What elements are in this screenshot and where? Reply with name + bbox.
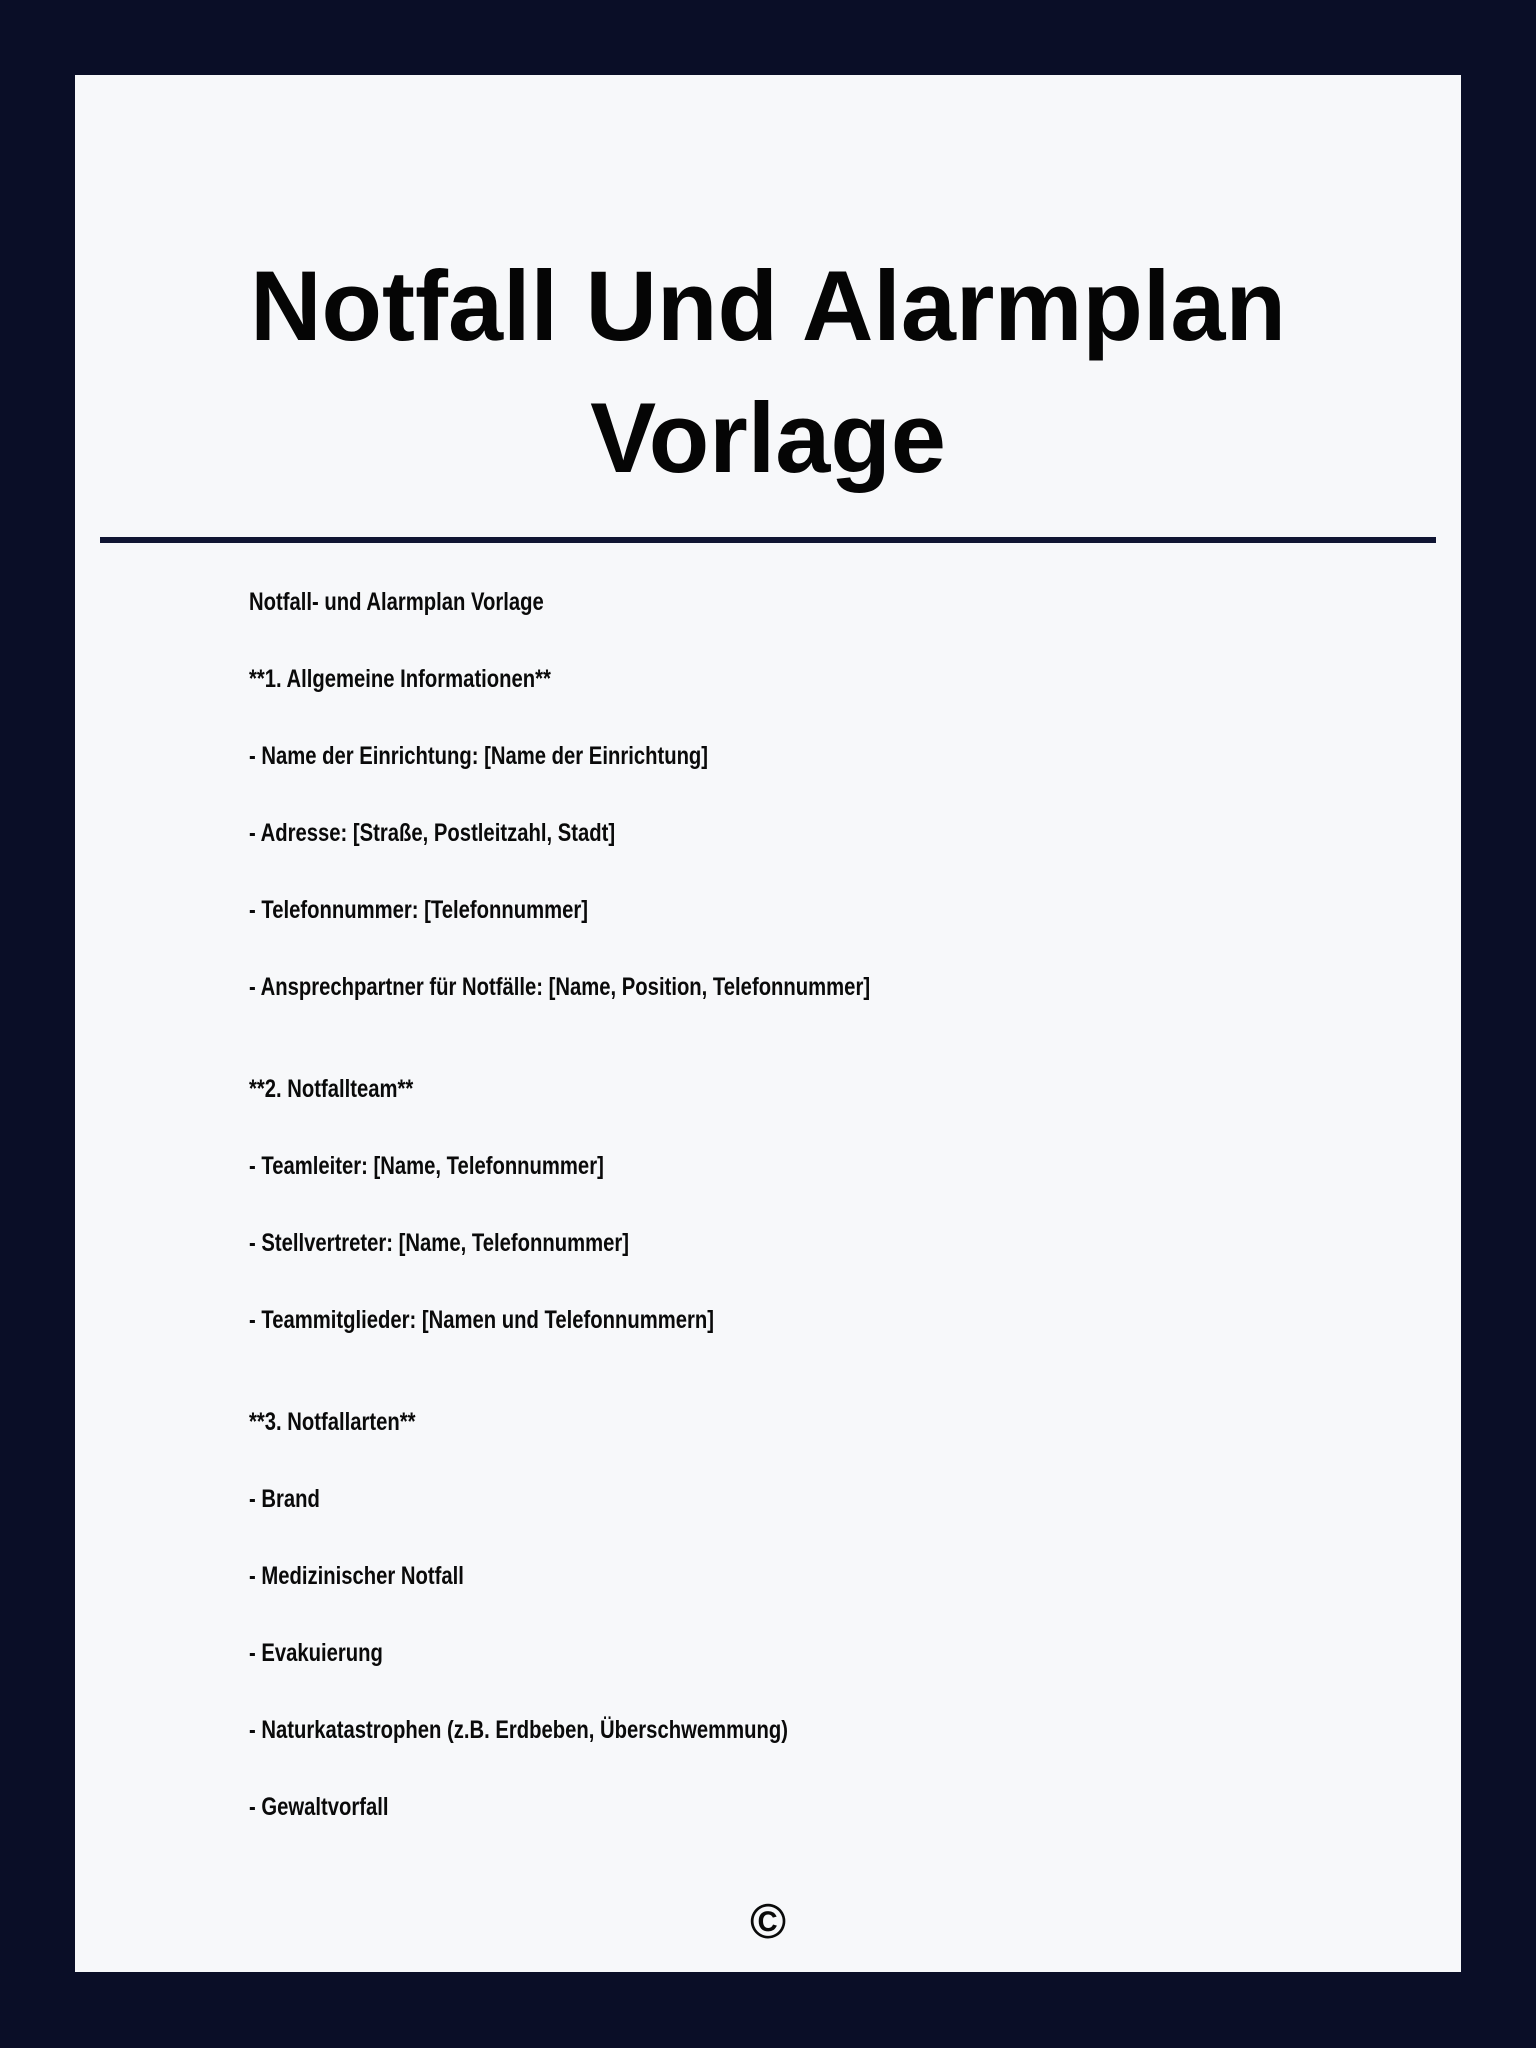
- document-line: - Teamleiter: [Name, Telefonnummer]: [249, 1152, 604, 1180]
- document-line: - Teammitglieder: [Namen und Telefonnummern]: [249, 1306, 715, 1334]
- document-line: - Medizinischer Notfall: [249, 1562, 464, 1590]
- document-page: [75, 75, 1461, 1972]
- section-title: **2. Notfallteam**: [249, 1075, 414, 1103]
- page-title: [75, 240, 1461, 504]
- document-line: - Naturkatastrophen (z.B. Erdbeben, Überschwemmung): [249, 1716, 788, 1744]
- document-line: - Stellvertreter: [Name, Telefonnummer]: [249, 1229, 629, 1257]
- document-body: [75, 590, 1461, 1820]
- sections-container: [249, 667, 1401, 1820]
- document-line: - Evakuierung: [249, 1639, 383, 1667]
- document-line: - Name der Einrichtung: [Name der Einrichtung]: [249, 742, 709, 770]
- copyright-symbol: ©: [749, 1895, 787, 1949]
- document-line: - Gewaltvorfall: [249, 1793, 389, 1821]
- document-heading: Notfall- und Alarmplan Vorlage: [249, 588, 544, 616]
- section-title: **3. Notfallarten**: [249, 1408, 416, 1436]
- document-line: - Adresse: [Straße, Postleitzahl, Stadt]: [249, 819, 616, 847]
- page-title-line-2: Vorlage: [590, 382, 946, 493]
- document-line: - Ansprechpartner für Notfälle: [Name, Position, Telefonnummer]: [249, 973, 871, 1001]
- document-line: - Telefonnummer: [Telefonnummer]: [249, 896, 589, 924]
- section-title: **1. Allgemeine Informationen**: [249, 665, 551, 693]
- document-line: - Brand: [249, 1485, 320, 1513]
- page-title-line-1: Notfall Und Alarmplan: [250, 250, 1286, 361]
- title-divider: [100, 537, 1436, 543]
